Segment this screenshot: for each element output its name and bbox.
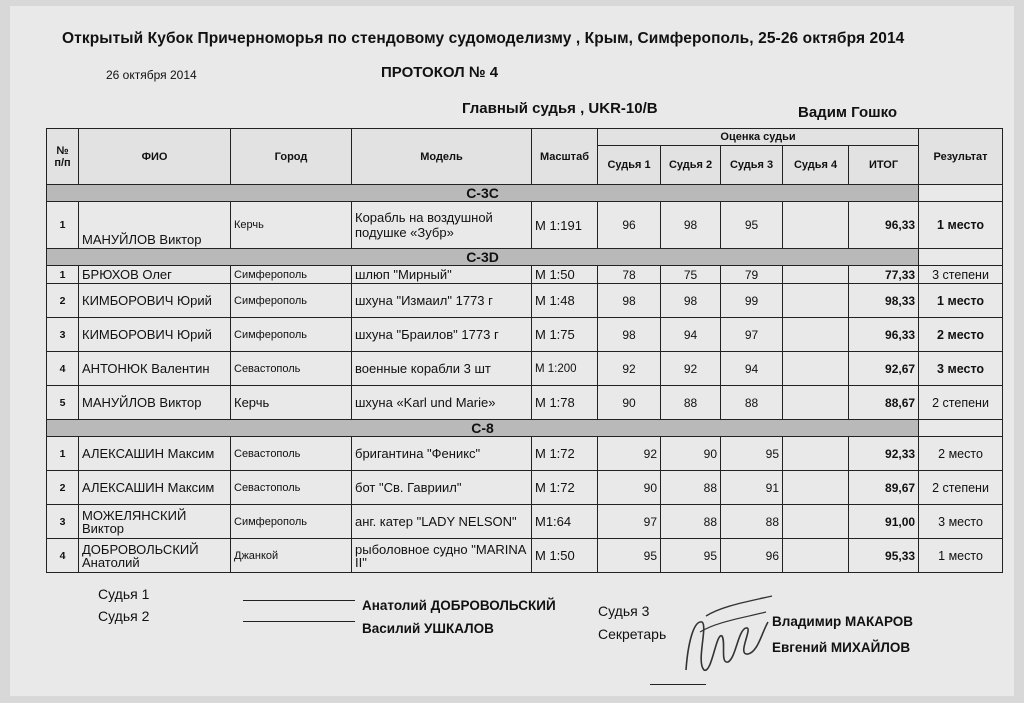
row-city: Джанкой bbox=[231, 539, 352, 573]
row-judge2-score: 88 bbox=[661, 471, 721, 505]
row-model: бот "Св. Гавриил" bbox=[352, 471, 532, 505]
row-total: 77,33 bbox=[849, 266, 919, 284]
row-fio: КИМБОРОВИЧ Юрий bbox=[79, 318, 231, 352]
row-city: Керчь bbox=[231, 202, 352, 249]
row-judge4-score bbox=[783, 539, 849, 573]
judge1-name: Анатолий ДОБРОВОЛЬСКИЙ bbox=[362, 598, 556, 613]
col-fio: ФИО bbox=[79, 129, 231, 185]
category-label: C-3C bbox=[47, 185, 919, 202]
row-judge4-score bbox=[783, 202, 849, 249]
judge2-name: Василий УШКАЛОВ bbox=[362, 621, 494, 636]
row-scale: М 1:75 bbox=[532, 318, 598, 352]
row-judge4-score bbox=[783, 284, 849, 318]
judge2-label: Судья 2 bbox=[98, 608, 150, 624]
col-judge1: Судья 1 bbox=[598, 146, 661, 185]
row-result: 3 место bbox=[919, 505, 1003, 539]
row-judge2-score: 75 bbox=[661, 266, 721, 284]
row-judge4-score bbox=[783, 437, 849, 471]
row-judge2-score: 98 bbox=[661, 284, 721, 318]
row-total: 89,67 bbox=[849, 471, 919, 505]
row-city: Севастополь bbox=[231, 352, 352, 386]
row-judge2-score: 88 bbox=[661, 505, 721, 539]
col-judge2: Судья 2 bbox=[661, 146, 721, 185]
row-judge4-score bbox=[783, 386, 849, 420]
row-city: Симферополь bbox=[231, 284, 352, 318]
document-title: Открытый Кубок Причерноморья по стендовому судомоделизму , Крым, Симферополь, 25-26 октября 2014 bbox=[62, 30, 905, 47]
secretary-label: Секретарь bbox=[598, 626, 667, 642]
table-header-row bbox=[47, 129, 1003, 146]
row-num: 4 bbox=[47, 352, 79, 386]
row-fio: МАНУЙЛОВ Виктор bbox=[79, 202, 231, 249]
row-num: 1 bbox=[47, 266, 79, 284]
col-judges-group: Оценка судьи bbox=[598, 129, 919, 146]
category-row bbox=[47, 420, 1003, 437]
handwritten-signature bbox=[676, 592, 776, 682]
col-result: Результат bbox=[919, 129, 1003, 185]
row-model: военные корабли 3 шт bbox=[352, 352, 532, 386]
row-city: Симферополь bbox=[231, 318, 352, 352]
row-total: 96,33 bbox=[849, 202, 919, 249]
row-scale: М 1:78 bbox=[532, 386, 598, 420]
judge3-label: Судья 3 bbox=[598, 603, 650, 619]
row-judge1-score: 98 bbox=[598, 284, 661, 318]
row-total: 92,33 bbox=[849, 437, 919, 471]
row-model: анг. катер "LADY NELSON" bbox=[352, 505, 532, 539]
table-row bbox=[47, 284, 1003, 318]
row-total: 96,33 bbox=[849, 318, 919, 352]
row-scale: М 1:191 bbox=[532, 202, 598, 249]
row-judge4-score bbox=[783, 471, 849, 505]
row-judge3-score: 91 bbox=[721, 471, 783, 505]
category-result-cell bbox=[919, 420, 1003, 437]
row-judge3-score: 88 bbox=[721, 386, 783, 420]
category-result-cell bbox=[919, 249, 1003, 266]
table-row bbox=[47, 505, 1003, 539]
row-result: 1 место bbox=[919, 539, 1003, 573]
row-fio: АЛЕКСАШИН Максим bbox=[79, 437, 231, 471]
row-judge2-score: 98 bbox=[661, 202, 721, 249]
row-total: 95,33 bbox=[849, 539, 919, 573]
chief-judge-name: Вадим Гошко bbox=[798, 104, 898, 121]
row-city: Керчь bbox=[231, 386, 352, 420]
row-num: 3 bbox=[47, 318, 79, 352]
row-num: 2 bbox=[47, 284, 79, 318]
row-scale: М 1:48 bbox=[532, 284, 598, 318]
row-judge3-score: 97 bbox=[721, 318, 783, 352]
row-fio: БРЮХОВ Олег bbox=[79, 266, 231, 284]
judge1-label: Судья 1 bbox=[98, 586, 150, 602]
protocol-date: 26 октября 2014 bbox=[106, 68, 197, 82]
row-judge1-score: 90 bbox=[598, 386, 661, 420]
row-result: 2 место bbox=[919, 318, 1003, 352]
row-judge3-score: 79 bbox=[721, 266, 783, 284]
col-num: № п/п bbox=[47, 129, 79, 185]
col-scale: Масштаб bbox=[532, 129, 598, 185]
row-model: шхуна «Karl und Marie» bbox=[352, 386, 532, 420]
row-model: шлюп "Мирный" bbox=[352, 266, 532, 284]
col-judge4: Судья 4 bbox=[783, 146, 849, 185]
row-total: 91,00 bbox=[849, 505, 919, 539]
row-fio: ДОБРОВОЛЬСКИЙ Анатолий bbox=[79, 539, 231, 573]
protocol-number: ПРОТОКОЛ № 4 bbox=[381, 64, 499, 81]
secretary-signature-line bbox=[650, 684, 706, 685]
row-num: 1 bbox=[47, 202, 79, 249]
table-row bbox=[47, 266, 1003, 284]
row-result: 1 место bbox=[919, 202, 1003, 249]
row-judge3-score: 95 bbox=[721, 202, 783, 249]
row-judge1-score: 97 bbox=[598, 505, 661, 539]
secretary-name: Евгений МИХАЙЛОВ bbox=[772, 640, 911, 655]
judge1-signature-line bbox=[243, 600, 355, 601]
table-row bbox=[47, 471, 1003, 505]
row-model: бригантина "Феникс" bbox=[352, 437, 532, 471]
row-result: 2 место bbox=[919, 437, 1003, 471]
row-fio: АНТОНЮК Валентин bbox=[79, 352, 231, 386]
row-result: 2 степени bbox=[919, 471, 1003, 505]
judge2-signature-line bbox=[243, 621, 355, 622]
row-judge3-score: 99 bbox=[721, 284, 783, 318]
judge3-name: Владимир МАКАРОВ bbox=[772, 614, 914, 629]
category-row bbox=[47, 185, 1003, 202]
row-judge2-score: 90 bbox=[661, 437, 721, 471]
row-fio: АЛЕКСАШИН Максим bbox=[79, 471, 231, 505]
row-city: Севастополь bbox=[231, 437, 352, 471]
category-result-cell bbox=[919, 185, 1003, 202]
row-judge3-score: 88 bbox=[721, 505, 783, 539]
row-judge1-score: 78 bbox=[598, 266, 661, 284]
category-label: C-3D bbox=[47, 249, 919, 266]
row-judge3-score: 95 bbox=[721, 437, 783, 471]
row-scale: М 1:72 bbox=[532, 471, 598, 505]
row-model: шхуна "Измаил" 1773 г bbox=[352, 284, 532, 318]
category-label: C-8 bbox=[47, 420, 919, 437]
row-result: 1 место bbox=[919, 284, 1003, 318]
row-fio: МОЖЕЛЯНСКИЙ Виктор bbox=[79, 505, 231, 539]
row-scale: М 1:50 bbox=[532, 539, 598, 573]
table-row bbox=[47, 352, 1003, 386]
table-row bbox=[47, 386, 1003, 420]
row-fio: КИМБОРОВИЧ Юрий bbox=[79, 284, 231, 318]
row-total: 92,67 bbox=[849, 352, 919, 386]
row-judge2-score: 92 bbox=[661, 352, 721, 386]
row-judge1-score: 92 bbox=[598, 437, 661, 471]
col-city: Город bbox=[231, 129, 352, 185]
row-total: 98,33 bbox=[849, 284, 919, 318]
row-judge1-score: 90 bbox=[598, 471, 661, 505]
row-judge4-score bbox=[783, 352, 849, 386]
table-row bbox=[47, 202, 1003, 249]
row-judge3-score: 94 bbox=[721, 352, 783, 386]
row-judge4-score bbox=[783, 266, 849, 284]
row-result: 3 место bbox=[919, 352, 1003, 386]
row-judge1-score: 98 bbox=[598, 318, 661, 352]
row-scale: М 1:50 bbox=[532, 266, 598, 284]
row-scale: М 1:200 bbox=[532, 352, 598, 386]
row-num: 3 bbox=[47, 505, 79, 539]
row-scale: М1:64 bbox=[532, 505, 598, 539]
row-city: Симферополь bbox=[231, 505, 352, 539]
row-city: Симферополь bbox=[231, 266, 352, 284]
row-fio: МАНУЙЛОВ Виктор bbox=[79, 386, 231, 420]
col-model: Модель bbox=[352, 129, 532, 185]
chief-judge-label: Главный судья , UKR-10/B bbox=[462, 100, 658, 117]
row-judge3-score: 96 bbox=[721, 539, 783, 573]
row-judge4-score bbox=[783, 318, 849, 352]
row-result: 3 степени bbox=[919, 266, 1003, 284]
row-judge2-score: 88 bbox=[661, 386, 721, 420]
row-judge1-score: 96 bbox=[598, 202, 661, 249]
row-judge1-score: 92 bbox=[598, 352, 661, 386]
row-result: 2 степени bbox=[919, 386, 1003, 420]
table-row bbox=[47, 539, 1003, 573]
table-row bbox=[47, 437, 1003, 471]
row-model: рыболовное судно "MARINA II" bbox=[352, 539, 532, 573]
row-num: 1 bbox=[47, 437, 79, 471]
category-row bbox=[47, 249, 1003, 266]
row-scale: М 1:72 bbox=[532, 437, 598, 471]
row-judge1-score: 95 bbox=[598, 539, 661, 573]
col-judge3: Судья 3 bbox=[721, 146, 783, 185]
row-judge2-score: 95 bbox=[661, 539, 721, 573]
row-judge2-score: 94 bbox=[661, 318, 721, 352]
results-table bbox=[46, 128, 1003, 573]
col-total: ИТОГ bbox=[849, 146, 919, 185]
row-num: 5 bbox=[47, 386, 79, 420]
table-row bbox=[47, 318, 1003, 352]
row-total: 88,67 bbox=[849, 386, 919, 420]
row-model: Корабль на воздушной подушке «Зубр» bbox=[352, 202, 532, 249]
row-num: 2 bbox=[47, 471, 79, 505]
row-judge4-score bbox=[783, 505, 849, 539]
row-num: 4 bbox=[47, 539, 79, 573]
row-city: Севастополь bbox=[231, 471, 352, 505]
row-model: шхуна "Браилов" 1773 г bbox=[352, 318, 532, 352]
